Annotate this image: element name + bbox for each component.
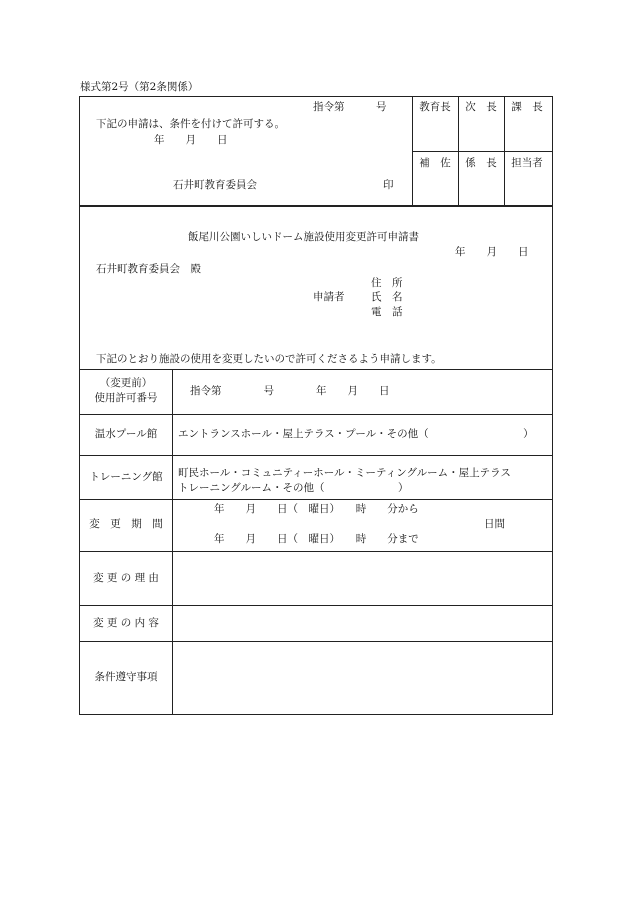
- application-date: 年 月 日: [455, 246, 529, 258]
- applicant-name-label: 氏 名: [371, 291, 403, 303]
- training-hall-label: トレーニング館: [89, 471, 163, 483]
- hot-pool-hall-options: エントランスホール・屋上テラス・プール・その他（ ）: [178, 428, 534, 440]
- addressee: 石井町教育委員会 殿: [96, 263, 201, 275]
- stamp-subsection-chief: 係 長: [465, 157, 497, 169]
- table-row-rule: [79, 499, 553, 500]
- stamp-section-chief: 課 長: [511, 101, 543, 113]
- table-top-rule: [79, 369, 553, 370]
- seal-mark: 印: [383, 179, 394, 191]
- table-row-rule: [79, 455, 553, 456]
- hot-pool-hall-label: 温水プール館: [94, 428, 158, 440]
- application-form: [79, 206, 553, 715]
- change-reason-field[interactable]: [180, 560, 546, 600]
- permit-label-line1: （変更前）: [99, 377, 153, 389]
- change-content-label: 変 更 の 内 容: [93, 617, 159, 629]
- change-period-days: 日間: [484, 518, 505, 530]
- applicant-address-label: 住 所: [371, 277, 403, 289]
- issuer-name: 石井町教育委員会: [173, 179, 257, 191]
- stamp-staff: 担当者: [511, 157, 543, 169]
- training-hall-options-line2: トレーニングルーム・その他（ ）: [178, 482, 409, 494]
- conditions-field[interactable]: [180, 648, 546, 710]
- conditions-label: 条件遵守事項: [94, 671, 158, 683]
- approval-date: 年 月 日: [154, 134, 228, 146]
- change-period-from: 年 月 日（ 曜日） 時 分から: [214, 503, 419, 515]
- table-row-rule: [79, 414, 553, 415]
- approval-statement: 下記の申請は、条件を付けて許可する。: [96, 118, 285, 130]
- stamp-grid-row-divider: [412, 151, 553, 152]
- change-reason-label: 変 更 の 理 由: [93, 572, 159, 584]
- table-row-rule: [79, 605, 553, 606]
- change-period-label: 変 更 期 間: [89, 518, 163, 530]
- change-period-to: 年 月 日（ 曜日） 時 分まで: [214, 533, 419, 545]
- stamp-deputy: 次 長: [465, 101, 497, 113]
- form-title: 飯尾川公園いしいドーム施設使用変更許可申請書: [188, 231, 419, 243]
- stamp-superintendent: 教育長: [419, 101, 451, 113]
- permit-label-line2: 使用許可番号: [94, 392, 158, 404]
- table-row-rule: [79, 641, 553, 642]
- application-statement: 下記のとおり施設の使用を変更したいので許可くださるよう申請します。: [96, 353, 442, 365]
- applicant-phone-label: 電 話: [371, 306, 403, 318]
- table-row-rule: [79, 551, 553, 552]
- stamp-assistant: 補 佐: [419, 157, 451, 169]
- applicant-label: 申請者: [313, 291, 345, 303]
- table-label-column-divider: [172, 369, 173, 715]
- form-id: 様式第2号（第2条関係）: [80, 81, 199, 93]
- directive-number: 指令第 号: [313, 101, 387, 113]
- change-content-field[interactable]: [180, 610, 546, 638]
- training-hall-options-line1: 町民ホール・コミュニティーホール・ミーティングルーム・屋上テラス: [178, 467, 511, 479]
- permit-number-value: 指令第 号 年 月 日: [190, 385, 390, 397]
